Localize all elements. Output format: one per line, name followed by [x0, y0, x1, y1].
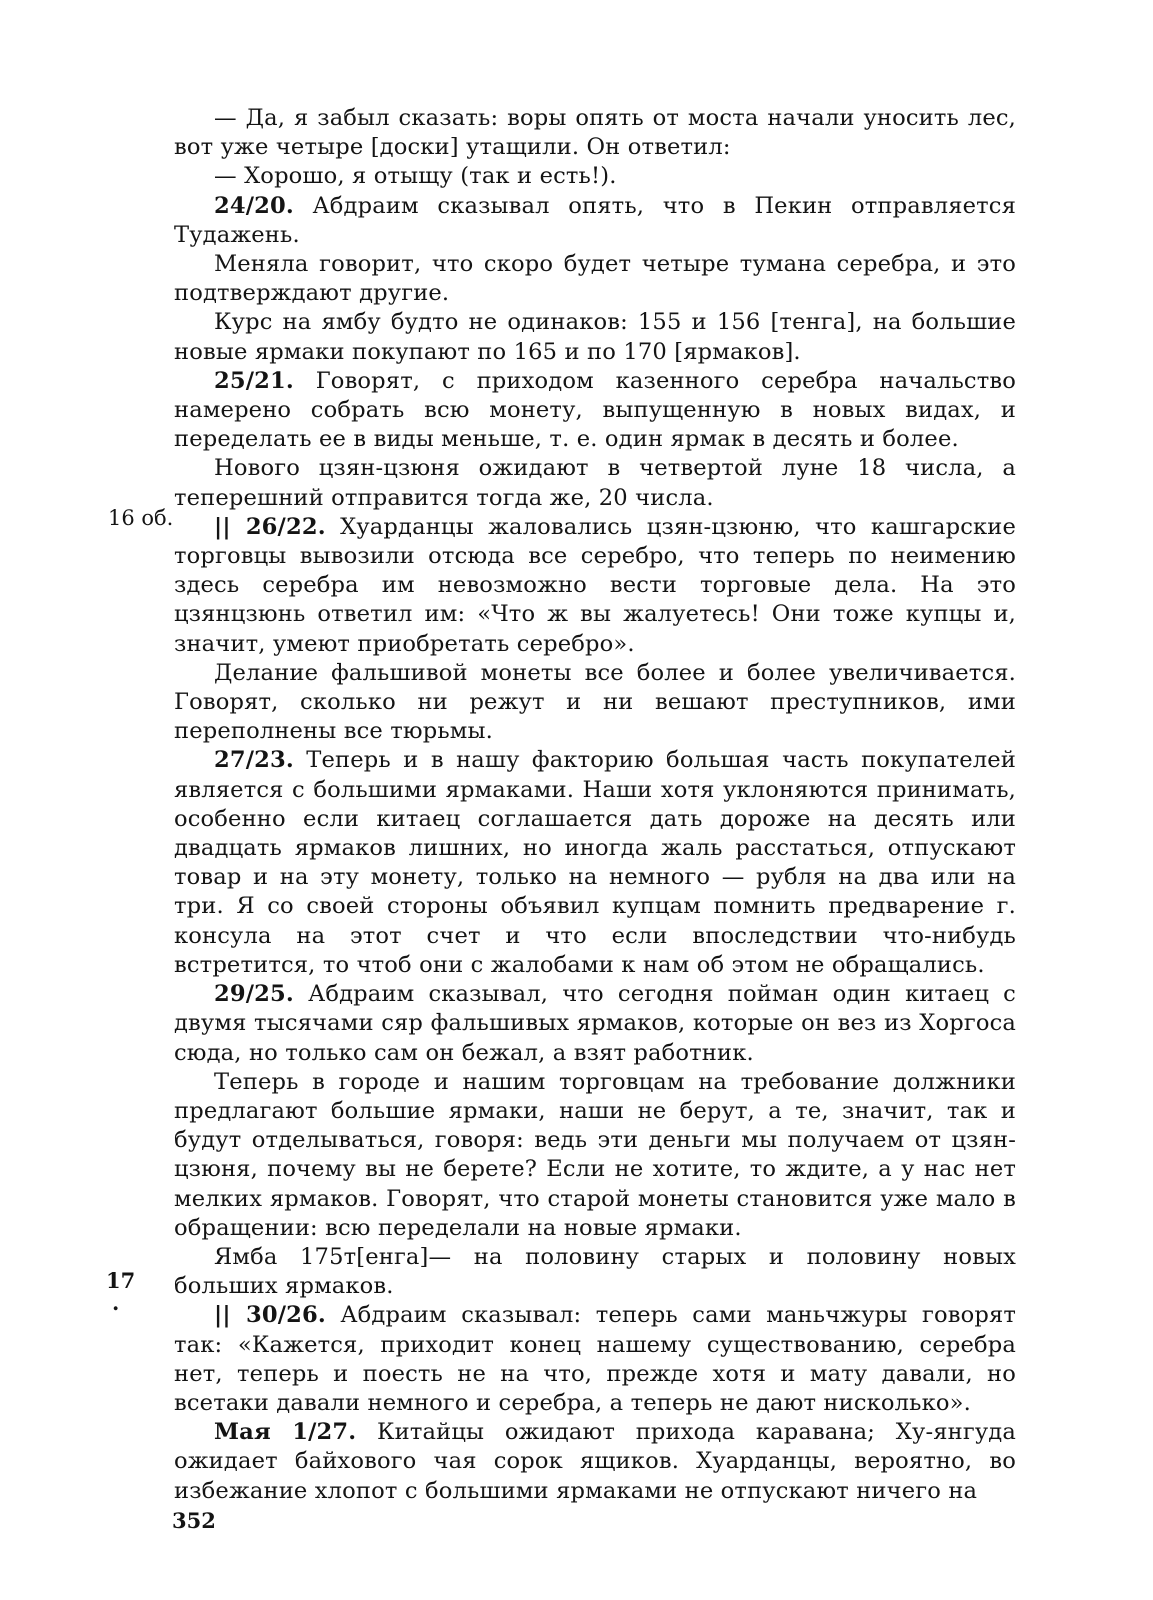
- paragraph: — Да, я забыл сказать: воры опять от моста начали уносить лес, вот уже четыре [доски] утащили. Он ответил:: [174, 105, 1016, 161]
- paragraph: Курс на ямбу будто не одинаков: 155 и 156 [тенга], на большие новые ярмаки покупают по 165 и по 170 [ярмаков].: [174, 309, 1016, 365]
- entry-date: || 26/22.: [214, 513, 326, 540]
- paragraph-entry-may-1-27: Мая 1/27. Китайцы ожидают прихода каравана; Ху-янгуда ожидает байхового чая сорок ящиков. Хуарданцы, вероятно, во избежание хлопот с большими ярмаками не отпускают ничего на: [174, 1419, 1016, 1504]
- paragraph: Нового цзян-цзюня ожидают в четвертой луне 18 числа, а теперешний отправится тогда же, 20 числа.: [174, 455, 1016, 511]
- margin-dot: .: [112, 1290, 120, 1315]
- margin-note-17: 17: [106, 1268, 136, 1293]
- paragraph-entry-25-21: 25/21. Говорят, с приходом казенного серебра начальство намерено собрать всю монету, выпущенную в новых видах, и переделать ее в виды меньше, т. е. один ярмак в десять и более.: [174, 367, 1016, 453]
- entry-date: 29/25.: [214, 981, 294, 1008]
- page-number: 352: [172, 1508, 216, 1533]
- entry-date: 24/20.: [214, 192, 294, 219]
- paragraph: — Хорошо, я отыщу (так и есть!).: [214, 163, 617, 190]
- entry-date: || 30/26.: [214, 1302, 326, 1329]
- paragraph-entry-24-20: 24/20. Абдраим сказывал опять, что в Пекин отправляется Тудажень.: [174, 192, 1016, 248]
- document-body: [174, 104, 1016, 1506]
- entry-date: Мая 1/27.: [214, 1419, 357, 1446]
- entry-date: 25/21.: [214, 367, 294, 394]
- paragraph-entry-29-25: 29/25. Абдраим сказывал, что сегодня пойман один китаец с двумя тысячами сяр фальшивых ярмаков, которые он вез из Хоргоса сюда, но только сам он бежал, а взят работник.: [174, 981, 1016, 1066]
- paragraph: Делание фальшивой монеты все более и более увеличивается. Говорят, сколько ни режут и ни вешают преступников, ими переполнены все тюрьмы.: [174, 659, 1016, 745]
- paragraph-entry-26-22: || 26/22. Хуарданцы жаловались цзян-цзюню, что кашгарские торговцы вывозили отсюда все серебро, что теперь по неимению здесь серебра им невозможно вести торговые дела. На это цзянцзюнь ответил им: «Что ж вы жалуетесь! Они тоже купцы и, значит, умеют приобретать серебро».: [174, 513, 1017, 657]
- paragraph-entry-30-26: || 30/26. Абдраим сказывал: теперь сами маньчжуры говорят так: «Кажется, приходит конец нашему существованию, серебра нет, теперь и поесть не на что, прежде хотя и мату давали, но всетаки давали немного и серебра, а теперь не дают нисколько».: [174, 1302, 1016, 1416]
- paragraph: Теперь в городе и нашим торговцам на требование должники предлагают большие ярмаки, наши не берут, а те, значит, так и будут отделываться, говоря: ведь эти деньги мы получаем от цзян-цзюня, почему вы не берете? Если не хотите, то ждите, а у нас нет мелких ярмаков. Говорят, что старой монеты становится уже мало в обращении: всю переделали на новые ярмаки.: [174, 1068, 1016, 1241]
- paragraph: Меняла говорит, что скоро будет четыре тумана серебра, и это подтверждают другие.: [174, 251, 1016, 307]
- paragraph: Ямба 175т[енга]— на половину старых и половину новых больших ярмаков.: [174, 1243, 1016, 1300]
- margin-note-16ob: 16 об.: [108, 506, 174, 530]
- entry-date: 27/23.: [214, 747, 294, 774]
- paragraph-entry-27-23: 27/23. Теперь и в нашу факторию большая часть покупателей является с большими ярмаками. Наши хотя уклоняются принимать, особенно если китаец соглашается дать дороже на десять или двадцать ярмаков лишних, но иногда жаль расстаться, отпускают товар и на эту монету, только на немного — рубля на два или на три. Я со своей стороны объявил купцам помнить предварение г. консула на этот счет и что если впоследствии что-нибудь встретится, то чтоб они с жалобами к нам об этом не обращались.: [174, 747, 1016, 978]
